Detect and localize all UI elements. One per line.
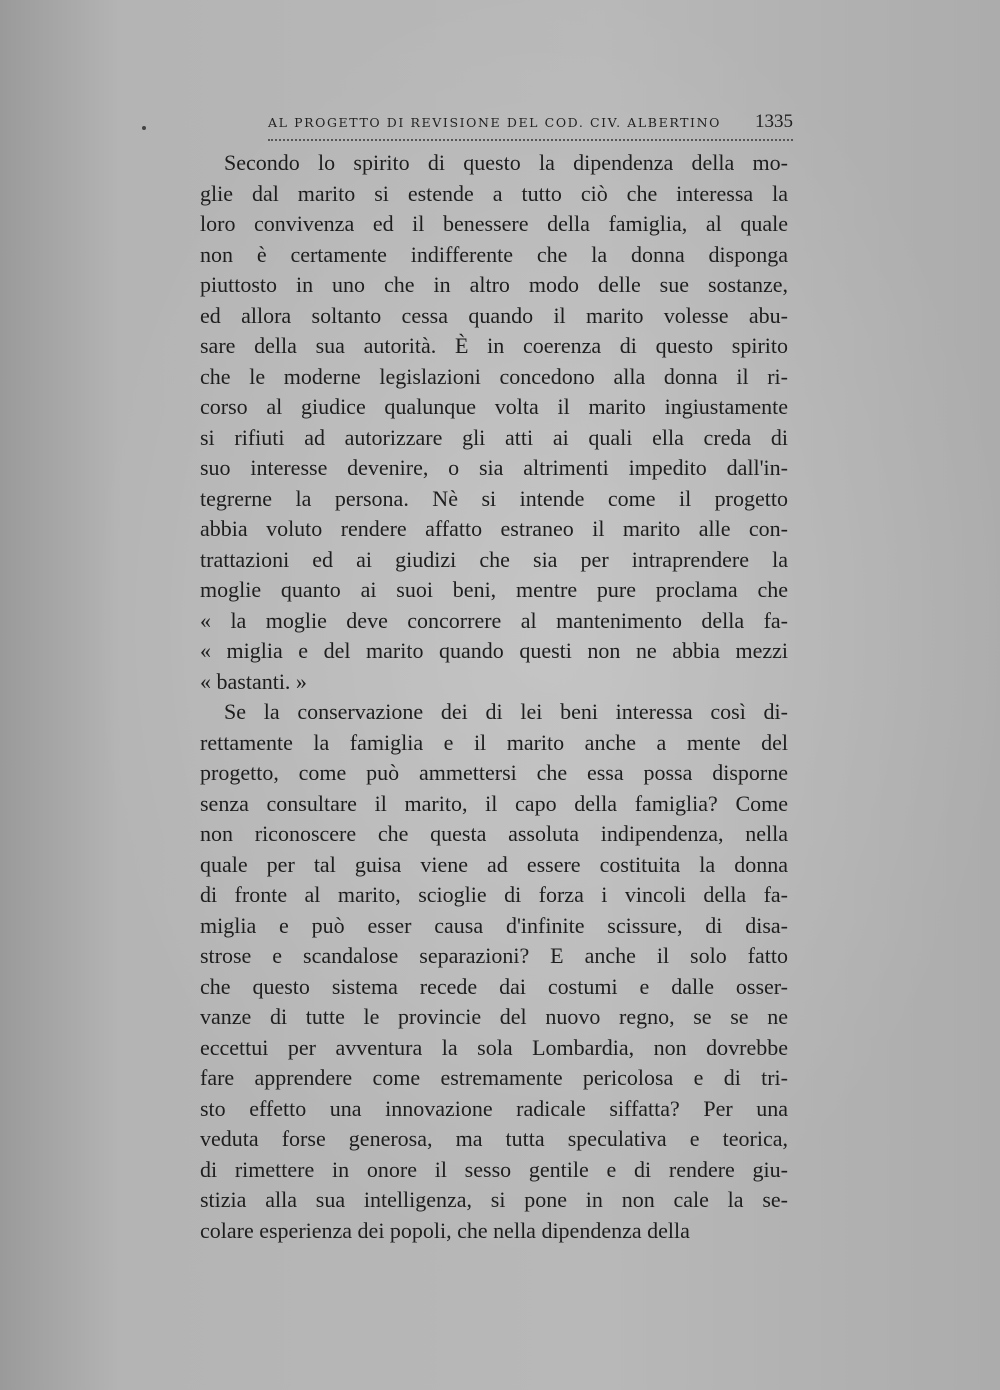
text-line: vanze di tutte le provincie del nuovo regno, se se ne — [200, 1004, 788, 1029]
margin-dot — [142, 126, 146, 130]
text-line: ed allora soltanto cessa quando il marito volesse abu- — [200, 302, 788, 328]
text-line: Secondo lo spirito di questo la dipendenza della mo- — [224, 150, 788, 175]
text-line: loro convivenza ed il benessere della famiglia, al quale — [200, 211, 788, 236]
text-line: sto effetto una innovazione radicale siffatta? Per una — [200, 1095, 788, 1121]
text-line: suo interesse devenire, o sia altrimenti impedito dall'in- — [200, 455, 788, 480]
text-line: stizia alla sua intelligenza, si pone in non cale la se- — [200, 1187, 788, 1212]
text-line: strose e scandalose separazioni? E anche il solo fatto — [200, 943, 788, 968]
running-head — [268, 113, 793, 141]
text-line: moglie quanto ai suoi beni, mentre pure proclama che — [200, 577, 788, 602]
page-number: 1335 — [755, 111, 793, 132]
text-line: si rifiuti ad autorizzare gli atti ai quali ella creda di — [200, 424, 788, 450]
paragraph-1 — [200, 148, 788, 697]
text-line: Se la conservazione dei di lei beni interessa così di- — [224, 699, 788, 724]
paragraph-container — [200, 148, 788, 1246]
text-line: senza consultare il marito, il capo della famiglia? Come — [200, 790, 788, 816]
text-line: miglia e può esser causa d'infinite scissure, di disa- — [200, 912, 788, 938]
text-line: eccettui per avventura la sola Lombardia, non dovrebbe — [200, 1034, 788, 1060]
text-line: progetto, come può ammettersi che essa possa disporne — [200, 760, 788, 785]
text-line: che questo sistema recede dai costumi e dalle osser- — [200, 973, 788, 999]
text-line: non riconoscere che questa assoluta indipendenza, nella — [200, 821, 788, 846]
text-line: « miglia e del marito quando questi non ne abbia mezzi — [200, 638, 788, 663]
text-line: corso al giudice qualunque volta il marito ingiustamente — [200, 394, 788, 419]
text-line: colare esperienza dei popoli, che nella dipendenza della — [200, 1217, 690, 1243]
text-line: « la moglie deve concorrere al mantenimento della fa- — [200, 607, 788, 633]
text-line: abbia voluto rendere affatto estraneo il marito alle con- — [200, 516, 788, 541]
paragraph-2 — [200, 697, 788, 1246]
text-line: quale per tal guisa viene ad essere costituita la donna — [200, 851, 788, 877]
text-line: fare apprendere come estremamente pericolosa e di tri- — [200, 1065, 788, 1090]
text-line: rettamente la famiglia e il marito anche a mente del — [200, 729, 788, 755]
text-line: di fronte al marito, scioglie di forza i vincoli della fa- — [200, 882, 788, 907]
body-text — [200, 148, 788, 1246]
text-line: che le moderne legislazioni concedono alla donna il ri- — [200, 363, 788, 389]
text-line: tegrerne la persona. Nè si intende come il progetto — [200, 485, 788, 511]
running-title: AL PROGETTO DI REVISIONE DEL COD. CIV. ALBERTINO — [268, 115, 721, 130]
text-line: glie dal marito si estende a tutto ciò che interessa la — [200, 180, 788, 206]
text-line: sare della sua autorità. È in coerenza di questo spirito — [200, 333, 788, 358]
text-line: trattazioni ed ai giudizi che sia per intraprendere la — [200, 546, 788, 572]
text-line: veduta forse generosa, ma tutta speculativa e teorica, — [200, 1126, 788, 1151]
text-line: « bastanti. » — [200, 668, 307, 694]
text-line: piuttosto in uno che in altro modo delle sue sostanze, — [200, 272, 788, 297]
text-line: di rimettere in onore il sesso gentile e di rendere giu- — [200, 1156, 788, 1182]
text-line: non è certamente indifferente che la donna disponga — [200, 241, 788, 267]
